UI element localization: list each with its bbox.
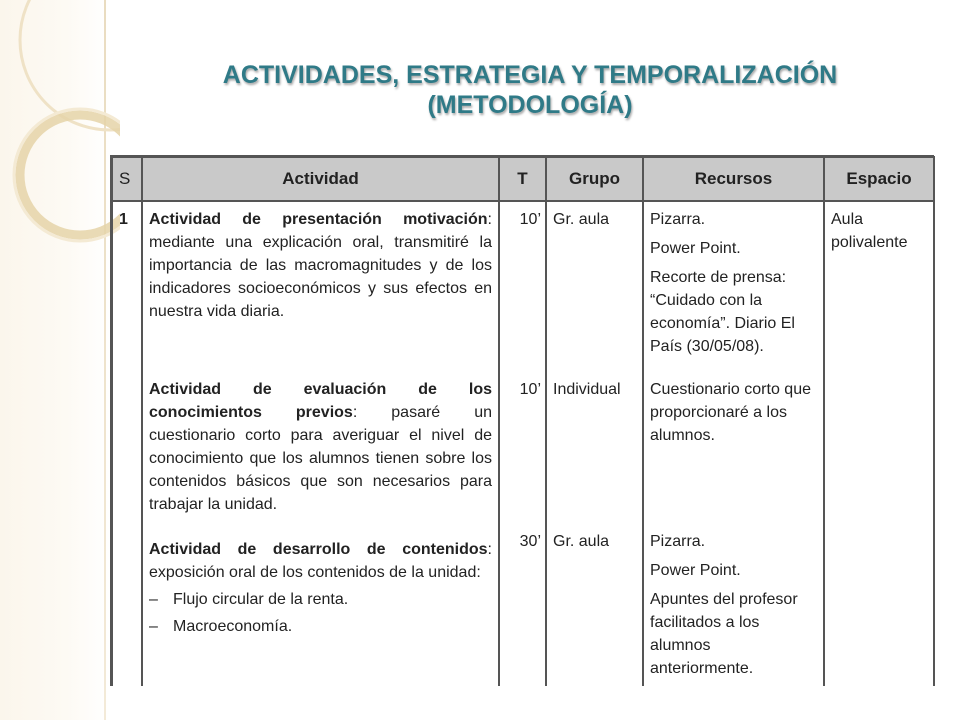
activity-3: Actividad de desarrollo de contenidos: exposición oral de los contenidos de la unidad: – Flujo circular de la renta. – Macroeconomía. — [149, 538, 492, 638]
header-t: T — [499, 157, 546, 201]
activity-3-text: exposición oral de los contenidos de la unidad: — [149, 564, 481, 581]
header-espacio: Espacio — [824, 157, 934, 201]
title-line-1: ACTIVIDADES, ESTRATEGIA Y TEMPORALIZACIÓN — [222, 61, 838, 89]
table-header-row — [112, 157, 934, 201]
title-line-2: (METODOLOGÍA) — [427, 91, 633, 119]
activities-cell — [142, 201, 499, 686]
resources-cell — [643, 201, 824, 686]
header-s: S — [112, 157, 142, 201]
activity-3-item: – Macroeconomía. — [149, 618, 293, 635]
activity-2-name: Actividad de evaluación de los conocimientos previos — [149, 381, 492, 421]
resource-item: Power Point. — [650, 562, 741, 579]
decorative-rings — [0, 0, 120, 260]
space-cell: Aula polivalente — [824, 201, 934, 686]
activity-1-text: mediante una explicación oral, transmitiré la importancia de las macromagnitudes y de los indicadores socioeconómicos y sus efectos en nuestra vida diaria. — [149, 234, 492, 320]
resource-item: Pizarra. — [650, 533, 706, 550]
resource-item: Apuntes del profesor facilitados a los alumnos anteriormente. — [650, 591, 798, 677]
activities-table — [110, 155, 934, 686]
activity-1-name: Actividad de presentación motivación — [149, 211, 488, 228]
header-grupo: Grupo — [546, 157, 643, 201]
activity-3-resources — [650, 530, 817, 680]
time-cell — [499, 201, 546, 686]
activity-1-resources — [650, 208, 817, 378]
table-row — [112, 201, 934, 686]
activity-2: Actividad de evaluación de los conocimientos previos: pasaré un cuestionario corto para averiguar el nivel de conocimiento que los alumnos tienen sobre los contenidos básicos que son necesarios para trabajar la unidad. — [149, 381, 493, 513]
resource-item: Cuestionario corto que proporcionaré a los alumnos. — [650, 381, 811, 444]
activity-3-name: Actividad de desarrollo de contenidos — [149, 541, 488, 558]
activity-2-group: Individual — [553, 381, 621, 398]
header-actividad: Actividad — [142, 157, 499, 201]
decorative-ring-medium — [20, 115, 120, 235]
resource-item: Power Point. — [650, 240, 741, 257]
activity-2-text: pasaré un cuestionario corto para averiguar el nivel de conocimiento que los alumnos tienen sobre los contenidos básicos que son necesarios para trabajar la unidad. — [149, 404, 493, 513]
group-cell — [546, 201, 643, 686]
activity-1-group: Gr. aula — [553, 211, 610, 228]
activity-2-resources — [650, 378, 817, 530]
activity-2-time: 10’ — [519, 381, 541, 398]
slide-title — [140, 60, 920, 120]
activity-3-item: – Flujo circular de la renta. — [149, 591, 349, 608]
activity-1: Actividad de presentación motivación: mediante una explicación oral, transmitiré la importancia de las macromagnitudes y de los indicadores socioeconómicos y sus efectos en nuestra vida diaria. — [149, 211, 492, 320]
resource-item: Recorte de prensa: “Cuidado con la economía”. Diario El País (30/05/08). — [650, 269, 795, 355]
activity-3-time: 30’ — [519, 533, 541, 550]
resource-item: Pizarra. — [650, 211, 706, 228]
activity-1-time: 10’ — [519, 211, 541, 228]
session-number: 1 — [112, 201, 142, 686]
header-recursos: Recursos — [643, 157, 824, 201]
activity-3-group: Gr. aula — [553, 533, 610, 550]
